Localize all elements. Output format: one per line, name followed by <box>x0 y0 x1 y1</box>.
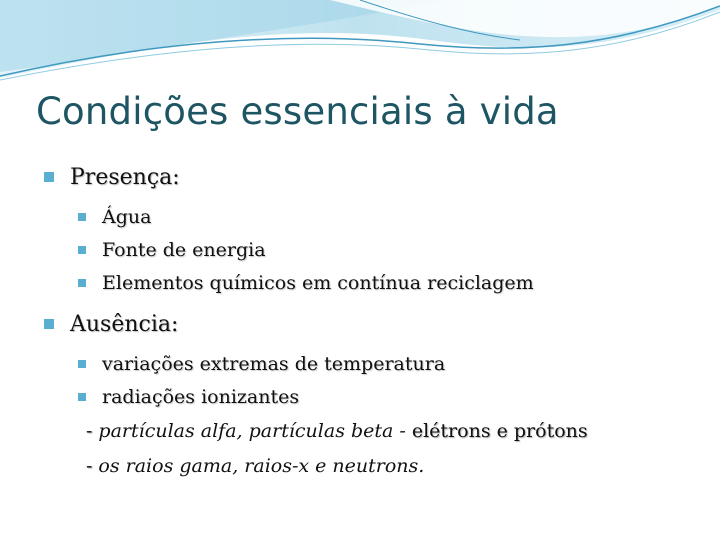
square-bullet-icon <box>44 319 54 329</box>
list-item-label: Ausência: <box>70 311 179 337</box>
dash-marker: - <box>86 454 93 477</box>
list-item-agua <box>78 200 704 233</box>
list-item-energia <box>78 233 704 266</box>
square-bullet-icon <box>78 393 86 401</box>
list-item-radiacoes <box>78 380 704 413</box>
list-item-label: radiações ionizantes <box>102 385 300 408</box>
square-bullet-icon <box>44 172 54 182</box>
page-title: Condições essenciais à vida <box>36 90 559 133</box>
detail-line-particulas <box>86 413 704 448</box>
list-item-label: Elementos químicos em contínua reciclagem <box>102 271 534 294</box>
square-bullet-icon <box>78 279 86 287</box>
square-bullet-icon <box>78 246 86 254</box>
detail-regular-text: elétrons e prótons <box>411 419 588 442</box>
dash-marker: - <box>86 419 93 442</box>
list-item-temperatura <box>78 347 704 380</box>
list-item-label: Água <box>102 205 152 228</box>
detail-italic-text: partículas alfa, partículas beta - <box>98 419 406 442</box>
square-bullet-icon <box>78 213 86 221</box>
list-item-label: variações extremas de temperatura <box>102 352 446 375</box>
detail-line-raios <box>86 448 704 483</box>
list-item-presenca <box>44 160 704 194</box>
list-item-elementos <box>78 266 704 299</box>
list-item-label: Presença: <box>70 164 180 190</box>
header-wave-decoration <box>0 0 720 90</box>
bullet-list <box>44 158 704 483</box>
detail-italic-text: os raios gama, raios-x e neutrons. <box>98 454 425 477</box>
square-bullet-icon <box>78 360 86 368</box>
list-item-label: Fonte de energia <box>102 238 266 261</box>
list-item-ausencia <box>44 307 704 341</box>
